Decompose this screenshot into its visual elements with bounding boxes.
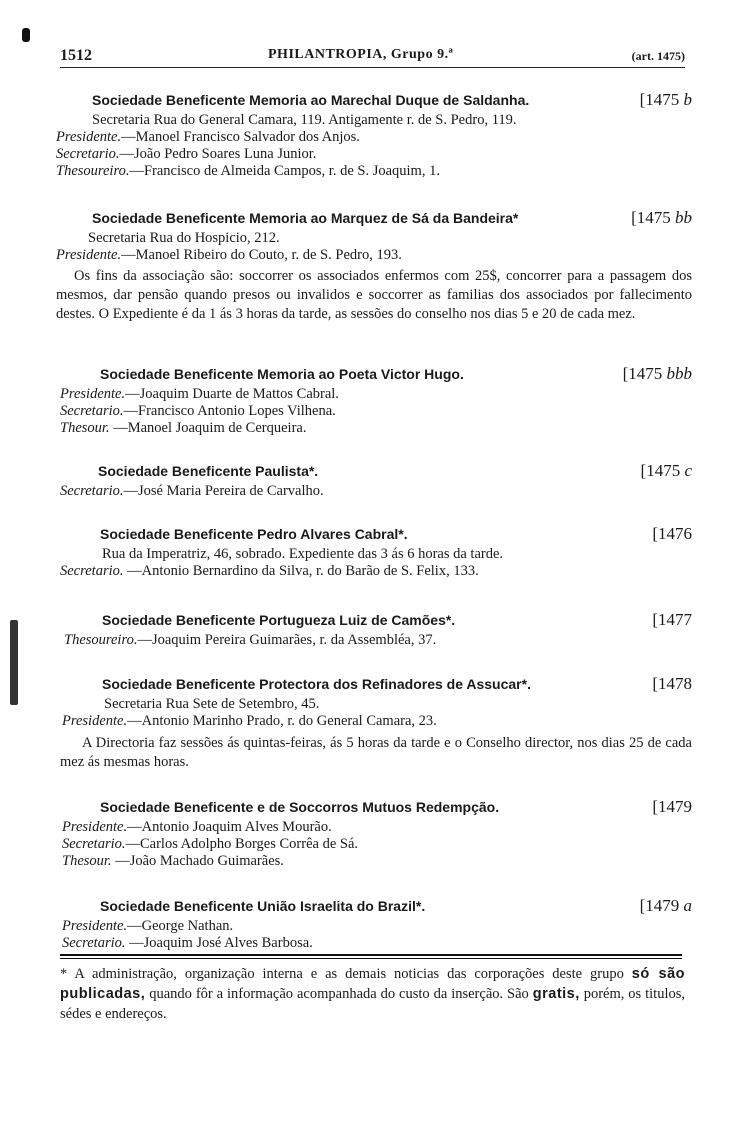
role-value: —George Nathan. xyxy=(127,918,234,934)
entry-ref-number: [1475 xyxy=(622,364,667,383)
scan-mark-top-left xyxy=(22,28,30,42)
role-value: —Manoel Francisco Salvador dos Anjos. xyxy=(121,129,360,145)
role-value: —Francisco de Almeida Campos, r. de S. Joaquim, 1. xyxy=(129,163,440,179)
entry-line xyxy=(52,483,692,500)
entry-ref-number: [1479 xyxy=(652,797,692,816)
role-value: —João Machado Guimarães. xyxy=(111,853,284,869)
role-value: —Manoel Joaquim de Cerqueira. xyxy=(109,420,307,436)
footnote-rule-thin xyxy=(60,958,682,959)
entry-ref-suffix: c xyxy=(684,461,692,480)
footnote-emphasis: gratis, xyxy=(532,986,580,1002)
header-title-text: PHILANTROPIA, xyxy=(268,47,387,62)
entry-title: Sociedade Beneficente União Israelita do Brazil*. xyxy=(100,898,426,914)
entry-title: Sociedade Beneficente Portugueza Luiz de Camões*. xyxy=(102,612,456,628)
entry-title-row xyxy=(52,674,692,696)
page-number: 1512 xyxy=(60,47,92,64)
entry-title: Sociedade Beneficente Memoria ao Poeta Victor Hugo. xyxy=(100,366,464,382)
role-value: —Antonio Marinho Prado, r. do General Camara, 23. xyxy=(127,713,437,729)
role-value: —Joaquim Pereira Guimarães, r. da Assembléa, 37. xyxy=(137,632,437,648)
entry-1475bb xyxy=(52,208,692,324)
entry-line xyxy=(52,129,692,146)
entry-ref-number: [1478 xyxy=(652,674,692,693)
entry-1475bbb xyxy=(52,364,692,437)
entry-1476 xyxy=(52,524,692,580)
footnote-text: * A administração, organização interna e as demais noticias das corporações deste grupo xyxy=(60,966,632,982)
footnote-text: porém, os titulos, sédes e endereços. xyxy=(60,986,685,1022)
entry-ref-number: [1475 xyxy=(631,208,675,227)
entry-line xyxy=(52,386,692,403)
entry-ref xyxy=(640,90,692,110)
entry-line xyxy=(52,713,692,730)
entry-ref xyxy=(631,208,692,228)
role-value: —Antonio Joaquim Alves Mourão. xyxy=(127,819,332,835)
entry-title-row xyxy=(52,524,692,546)
role-label: Presidente. xyxy=(60,386,126,402)
entry-ref-suffix: bbb xyxy=(666,364,692,383)
entry-ref-suffix: a xyxy=(683,896,692,915)
entry-line xyxy=(52,853,692,870)
entry-ref xyxy=(652,524,692,544)
role-label: Thesoureiro. xyxy=(56,163,130,179)
role-value: —Joaquim José Alves Barbosa. xyxy=(125,935,313,951)
entry-1477 xyxy=(52,610,692,649)
entry-ref-number: [1479 xyxy=(639,896,684,915)
entry-ref xyxy=(652,674,692,694)
footnote xyxy=(60,964,685,1024)
entry-ref-number: [1475 xyxy=(639,90,684,109)
entry-ref-number: [1475 xyxy=(640,461,685,480)
role-label: Secretario. xyxy=(56,146,120,162)
role-label: Presidente. xyxy=(62,713,128,729)
header-rule xyxy=(60,67,685,68)
entry-1475c xyxy=(52,461,692,500)
running-header xyxy=(60,44,685,66)
entry-title-row xyxy=(52,797,692,819)
entry-title-row xyxy=(52,90,692,112)
role-value: —José Maria Pereira de Carvalho. xyxy=(123,483,324,499)
scan-mark-left-edge xyxy=(10,620,18,705)
entry-paragraph: A Directoria faz sessões ás quintas-feiras, ás 5 horas da tarde e o Conselho director, nos dias 25 de cada mez ás mesmas horas. xyxy=(60,735,692,770)
role-label: Secretario. xyxy=(60,563,124,579)
role-label: Presidente. xyxy=(62,918,128,934)
entry-title: Sociedade Beneficente Paulista*. xyxy=(98,463,319,479)
footnote-emphasis: só são publicadas, xyxy=(60,966,685,1002)
header-title xyxy=(268,47,453,63)
role-label: Thesour. xyxy=(62,853,112,869)
entry-title: Sociedade Beneficente Memoria ao Marechal Duque de Saldanha. xyxy=(92,92,530,108)
entry-ref xyxy=(641,461,692,481)
entry-title-row xyxy=(52,364,692,386)
role-label: Presidente. xyxy=(56,247,122,263)
role-value: —Carlos Adolpho Borges Corrêa de Sá. xyxy=(125,836,359,852)
entry-line: Secretaria Rua Sete de Setembro, 45. xyxy=(104,696,320,712)
entry-title: Sociedade Beneficente Memoria ao Marquez de Sá da Bandeira* xyxy=(92,210,519,226)
entry-title-row xyxy=(52,461,692,483)
entry-ref-suffix: b xyxy=(683,90,692,109)
footnote-text: quando fôr a informação acompanhada do custo da inserção. São xyxy=(145,986,533,1002)
role-label: Secretario. xyxy=(62,935,126,951)
entry-ref-number: [1476 xyxy=(652,524,692,543)
role-label: Presidente. xyxy=(56,129,122,145)
entry-1475b xyxy=(52,90,692,180)
entry-line: Secretaria Rua do General Camara, 119. Antigamente r. de S. Pedro, 119. xyxy=(92,112,517,128)
entry-line xyxy=(52,420,692,437)
entry-paragraph: Os fins da associação são: soccorrer os associados enfermos com 25$, concorrer para a passagem dos mesmos, dar pensão quando presos ou invalidos e soccorrer as familias dos associados por fallecimento destes. O Expediente é da 1 ás 3 horas da tarde, as sessões do conselho nos dias 5 e 20 de cada mez. xyxy=(56,268,692,322)
entry-line xyxy=(52,935,692,952)
entry-line xyxy=(52,836,692,853)
entry-ref xyxy=(623,364,692,384)
role-label: Thesoureiro. xyxy=(64,632,138,648)
entry-ref xyxy=(652,610,692,630)
role-label: Secretario. xyxy=(60,403,124,419)
role-label: Thesour. xyxy=(60,420,110,436)
entry-1478 xyxy=(52,674,692,772)
entry-title: Sociedade Beneficente e de Soccorros Mutuos Redempção. xyxy=(100,799,500,815)
entry-line xyxy=(52,146,692,163)
entry-title: Sociedade Beneficente Pedro Alvares Cabral*. xyxy=(100,526,408,542)
role-value: —Manoel Ribeiro do Couto, r. de S. Pedro, 193. xyxy=(121,247,402,263)
footnote-rule xyxy=(60,954,682,956)
entry-line xyxy=(52,163,692,180)
entry-line xyxy=(52,247,692,264)
header-group: Grupo 9.ª xyxy=(390,47,454,62)
role-label: Secretario. xyxy=(62,836,126,852)
entry-1479a xyxy=(52,896,692,952)
entry-line xyxy=(52,632,692,649)
entry-line: Secretaria Rua do Hospicio, 212. xyxy=(88,230,280,246)
entry-ref xyxy=(640,896,692,916)
entry-title-row xyxy=(52,896,692,918)
entry-1479 xyxy=(52,797,692,870)
entry-ref xyxy=(652,797,692,817)
entry-line xyxy=(52,918,692,935)
header-article: (art. 1475) xyxy=(631,49,685,63)
entry-line xyxy=(52,819,692,836)
entry-ref-number: [1477 xyxy=(652,610,692,629)
entry-line xyxy=(52,563,692,580)
role-value: —João Pedro Soares Luna Junior. xyxy=(119,146,317,162)
entry-line xyxy=(52,403,692,420)
entry-ref-suffix: bb xyxy=(675,208,692,227)
entry-line: Rua da Imperatriz, 46, sobrado. Expediente das 3 ás 6 horas da tarde. xyxy=(102,546,504,562)
entry-title-row xyxy=(52,208,692,230)
role-value: —Antonio Bernardino da Silva, r. do Barão de S. Felix, 133. xyxy=(123,563,479,579)
role-label: Presidente. xyxy=(62,819,128,835)
role-value: —Joaquim Duarte de Mattos Cabral. xyxy=(125,386,339,402)
entry-title-row xyxy=(52,610,692,632)
role-label: Secretario. xyxy=(60,483,124,499)
entry-title: Sociedade Beneficente Protectora dos Refinadores de Assucar*. xyxy=(102,676,531,692)
role-value: —Francisco Antonio Lopes Vilhena. xyxy=(123,403,336,419)
